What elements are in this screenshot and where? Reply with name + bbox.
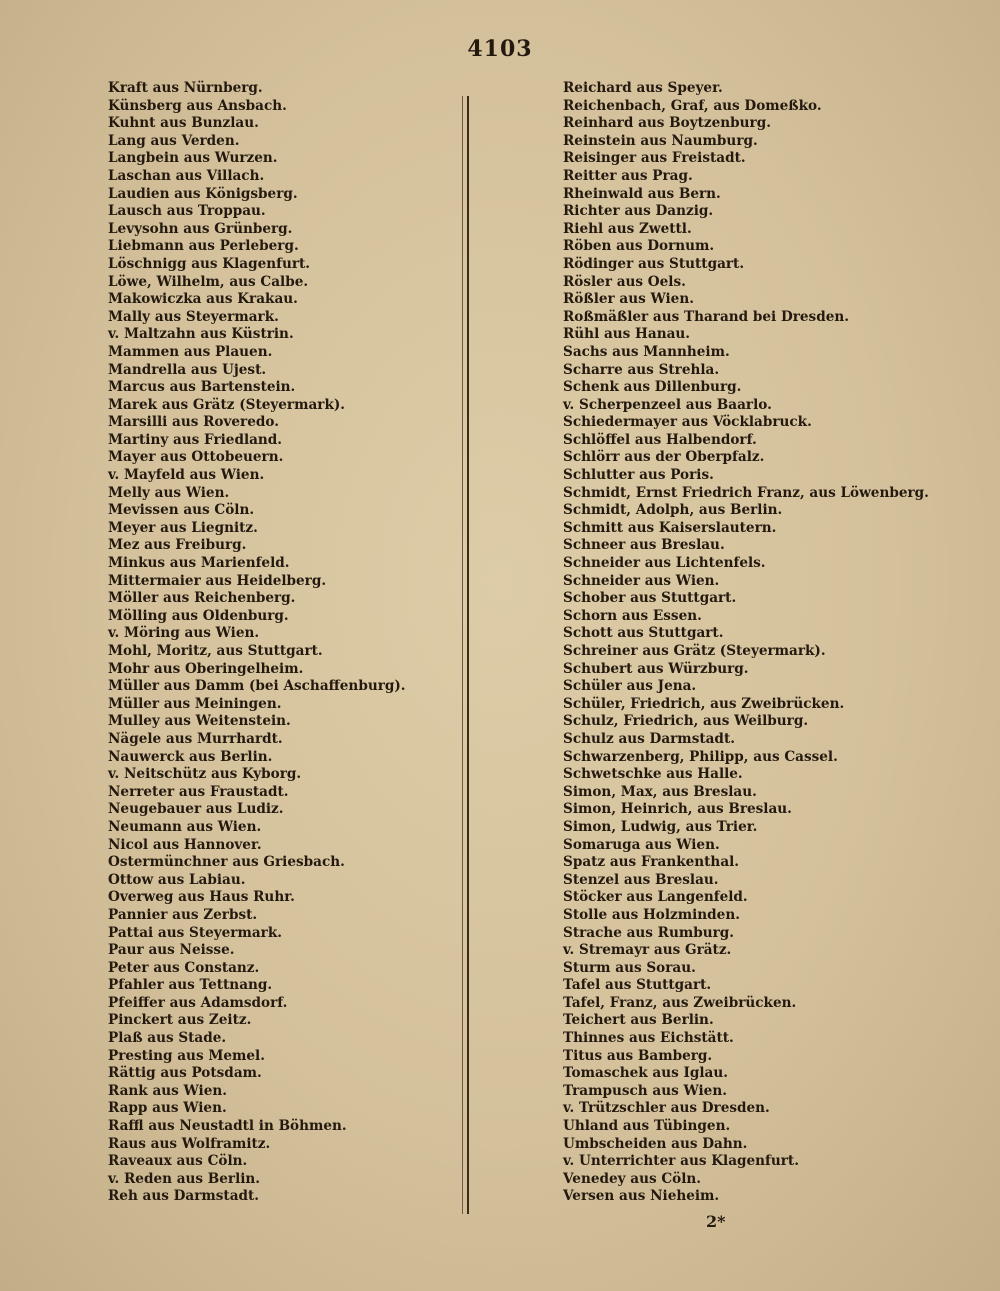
- list-item: Schmidt, Ernst Friedrich Franz, aus Löwenberg.: [563, 484, 929, 501]
- list-item: Rühl aus Hanau.: [563, 326, 690, 343]
- list-item: Langbein aus Wurzen.: [108, 150, 278, 167]
- list-item: Mammen aus Plauen.: [108, 343, 273, 360]
- list-item: Paur aus Neisse.: [108, 942, 235, 959]
- list-item: Rößler aus Wien.: [563, 291, 694, 308]
- list-item: Röben aus Dornum.: [563, 238, 715, 255]
- list-item: Somaruga aus Wien.: [563, 836, 720, 853]
- right-column: [563, 80, 973, 1206]
- list-item: Tomaschek aus Iglau.: [563, 1065, 728, 1082]
- list-item: Trampusch aus Wien.: [563, 1082, 727, 1099]
- list-item: Schüler, Friedrich, aus Zweibrücken.: [563, 695, 845, 712]
- list-item: Marsilli aus Roveredo.: [108, 414, 279, 431]
- list-item: Mez aus Freiburg.: [108, 537, 247, 554]
- list-item: Stolle aus Holzminden.: [563, 906, 740, 923]
- list-item: Reinhard aus Boytzenburg.: [563, 115, 771, 132]
- list-item: v. Stremayr aus Grätz.: [563, 942, 732, 959]
- list-item: Plaß aus Stade.: [108, 1030, 227, 1047]
- list-item: Reh aus Darmstadt.: [108, 1188, 260, 1205]
- list-item: v. Mayfeld aus Wien.: [108, 467, 265, 484]
- list-item: Pfeiffer aus Adamsdorf.: [108, 994, 288, 1011]
- list-item: Roßmäßler aus Tharand bei Dresden.: [563, 308, 849, 325]
- list-item: Venedey aus Cöln.: [563, 1170, 702, 1187]
- column-divider-thin: [462, 96, 463, 1214]
- list-item: Nicol aus Hannover.: [108, 836, 262, 853]
- list-item: Stenzel aus Breslau.: [563, 871, 719, 888]
- list-item: Riehl aus Zwettl.: [563, 220, 692, 237]
- list-item: Laudien aus Königsberg.: [108, 185, 298, 202]
- list-item: Versen aus Nieheim.: [563, 1188, 720, 1205]
- list-item: Müller aus Meiningen.: [108, 695, 282, 712]
- list-item: Schwetschke aus Halle.: [563, 766, 743, 783]
- list-item: Marcus aus Bartenstein.: [108, 379, 296, 396]
- list-item: Schneider aus Wien.: [563, 572, 720, 589]
- list-item: Schwarzenberg, Philipp, aus Cassel.: [563, 748, 838, 765]
- list-item: Stöcker aus Langenfeld.: [563, 889, 748, 906]
- list-item: Liebmann aus Perleberg.: [108, 238, 299, 255]
- list-item: Thinnes aus Eichstätt.: [563, 1030, 734, 1047]
- list-item: Martiny aus Friedland.: [108, 431, 283, 448]
- list-item: Ottow aus Labiau.: [108, 871, 246, 888]
- list-item: Möller aus Reichenberg.: [108, 590, 296, 607]
- list-item: Schulz aus Darmstadt.: [563, 730, 735, 747]
- list-item: Makowiczka aus Krakau.: [108, 291, 298, 308]
- list-item: v. Neitschütz aus Kyborg.: [108, 766, 302, 783]
- list-item: Künsberg aus Ansbach.: [108, 97, 287, 114]
- list-item: v. Scherpenzeel aus Baarlo.: [563, 396, 772, 413]
- list-item: Scharre aus Strehla.: [563, 361, 720, 378]
- list-item: Richter aus Danzig.: [563, 203, 714, 220]
- list-item: Raveaux aus Cöln.: [108, 1153, 248, 1170]
- list-item: Teichert aus Berlin.: [563, 1012, 714, 1029]
- list-item: Meyer aus Liegnitz.: [108, 519, 258, 536]
- list-item: Ostermünchner aus Griesbach.: [108, 854, 345, 871]
- list-item: Rösler aus Oels.: [563, 273, 686, 290]
- list-item: Pinckert aus Zeitz.: [108, 1012, 252, 1029]
- list-item: Pannier aus Zerbst.: [108, 906, 258, 923]
- list-item: Uhland aus Tübingen.: [563, 1118, 731, 1135]
- list-item: Sachs aus Mannheim.: [563, 343, 730, 360]
- list-item: Nerreter aus Fraustadt.: [108, 783, 289, 800]
- list-item: Schober aus Stuttgart.: [563, 590, 737, 607]
- list-item: Sturm aus Sorau.: [563, 959, 696, 976]
- list-item: Rapp aus Wien.: [108, 1100, 227, 1117]
- list-item: Reitter aus Prag.: [563, 167, 693, 184]
- list-item: Lausch aus Troppau.: [108, 203, 266, 220]
- list-item: Overweg aus Haus Ruhr.: [108, 889, 295, 906]
- list-item: Mandrella aus Ujest.: [108, 361, 267, 378]
- list-item: Tafel, Franz, aus Zweibrücken.: [563, 994, 797, 1011]
- list-item: Marek aus Grätz (Steyermark).: [108, 396, 346, 413]
- list-item: Schmidt, Adolph, aus Berlin.: [563, 502, 783, 519]
- list-item: Mally aus Steyermark.: [108, 308, 279, 325]
- list-item: Schenk aus Dillenburg.: [563, 379, 742, 396]
- list-item: Schlöffel aus Halbendorf.: [563, 431, 757, 448]
- list-item: Rheinwald aus Bern.: [563, 185, 721, 202]
- list-item: Mulley aus Weitenstein.: [108, 713, 291, 730]
- list-item: Simon, Ludwig, aus Trier.: [563, 818, 758, 835]
- list-item: Kuhnt aus Bunzlau.: [108, 115, 259, 132]
- list-item: Neumann aus Wien.: [108, 818, 262, 835]
- list-item: v. Möring aus Wien.: [108, 625, 260, 642]
- list-item: Schubert aus Würzburg.: [563, 660, 749, 677]
- list-item: Schneer aus Breslau.: [563, 537, 725, 554]
- list-item: Simon, Max, aus Breslau.: [563, 783, 757, 800]
- list-item: Mayer aus Ottobeuern.: [108, 449, 284, 466]
- list-item: Löschnigg aus Klagenfurt.: [108, 255, 311, 272]
- list-item: Schreiner aus Grätz (Steyermark).: [563, 643, 826, 659]
- list-item: Presting aus Memel.: [108, 1047, 265, 1064]
- list-item: Nägele aus Murrhardt.: [108, 730, 283, 747]
- list-item: Schüler aus Jena.: [563, 678, 697, 695]
- list-item: Schlörr aus der Oberpfalz.: [563, 449, 765, 466]
- list-item: Schiedermayer aus Vöcklabruck.: [563, 414, 812, 431]
- column-divider: [467, 96, 469, 1214]
- list-item: Mölling aus Oldenburg.: [108, 607, 289, 624]
- signature-mark: 2*: [706, 1212, 726, 1231]
- list-item: Laschan aus Villach.: [108, 167, 265, 184]
- list-item: Rank aus Wien.: [108, 1082, 227, 1099]
- list-item: Lang aus Verden.: [108, 132, 240, 149]
- list-item: Schorn aus Essen.: [563, 607, 702, 624]
- list-item: Nauwerck aus Berlin.: [108, 748, 273, 765]
- list-item: Melly aus Wien.: [108, 484, 230, 501]
- list-item: Minkus aus Marienfeld.: [108, 555, 290, 572]
- list-item: v. Trützschler aus Dresden.: [563, 1100, 770, 1117]
- list-item: Peter aus Constanz.: [108, 959, 260, 976]
- list-item: Spatz aus Frankenthal.: [563, 854, 740, 871]
- list-item: v. Reden aus Berlin.: [108, 1170, 261, 1187]
- list-item: Schott aus Stuttgart.: [563, 625, 724, 642]
- list-item: Schneider aus Lichtenfels.: [563, 555, 766, 572]
- list-item: Schulz, Friedrich, aus Weilburg.: [563, 713, 809, 730]
- list-item: Schlutter aus Poris.: [563, 467, 714, 484]
- list-item: Levysohn aus Grünberg.: [108, 220, 293, 237]
- list-item: Reichard aus Speyer.: [563, 80, 723, 96]
- list-item: Raus aus Wolframitz.: [108, 1135, 271, 1152]
- list-item: Reinstein aus Naumburg.: [563, 132, 758, 149]
- list-item: Rättig aus Potsdam.: [108, 1065, 262, 1082]
- list-item: Simon, Heinrich, aus Breslau.: [563, 801, 792, 818]
- list-item: v. Maltzahn aus Küstrin.: [108, 326, 294, 343]
- list-item: Pfahler aus Tettnang.: [108, 977, 273, 994]
- list-item: Pattai aus Steyermark.: [108, 924, 282, 941]
- list-item: Schmitt aus Kaiserslautern.: [563, 519, 777, 536]
- list-item: Mittermaier aus Heidelberg.: [108, 572, 327, 589]
- list-item: Müller aus Damm (bei Aschaffenburg).: [108, 678, 406, 695]
- left-column: [108, 80, 463, 1206]
- list-item: Raffl aus Neustadtl in Böhmen.: [108, 1118, 347, 1135]
- list-item: Mevissen aus Cöln.: [108, 502, 255, 519]
- list-item: Kraft aus Nürnberg.: [108, 80, 263, 96]
- list-item: Umbscheiden aus Dahn.: [563, 1135, 748, 1152]
- list-item: Mohl, Moritz, aus Stuttgart.: [108, 643, 323, 659]
- list-item: Reisinger aus Freistadt.: [563, 150, 746, 167]
- list-item: Tafel aus Stuttgart.: [563, 977, 712, 994]
- list-item: Mohr aus Oberingelheim.: [108, 660, 304, 677]
- page-number: 4103: [467, 36, 533, 62]
- list-item: Löwe, Wilhelm, aus Calbe.: [108, 273, 309, 290]
- list-item: v. Unterrichter aus Klagenfurt.: [563, 1153, 799, 1170]
- list-item: Titus aus Bamberg.: [563, 1047, 713, 1064]
- list-item: Reichenbach, Graf, aus Domeßko.: [563, 97, 822, 114]
- list-item: Rödinger aus Stuttgart.: [563, 255, 745, 272]
- list-item: Neugebauer aus Ludiz.: [108, 801, 284, 818]
- list-item: Strache aus Rumburg.: [563, 924, 735, 941]
